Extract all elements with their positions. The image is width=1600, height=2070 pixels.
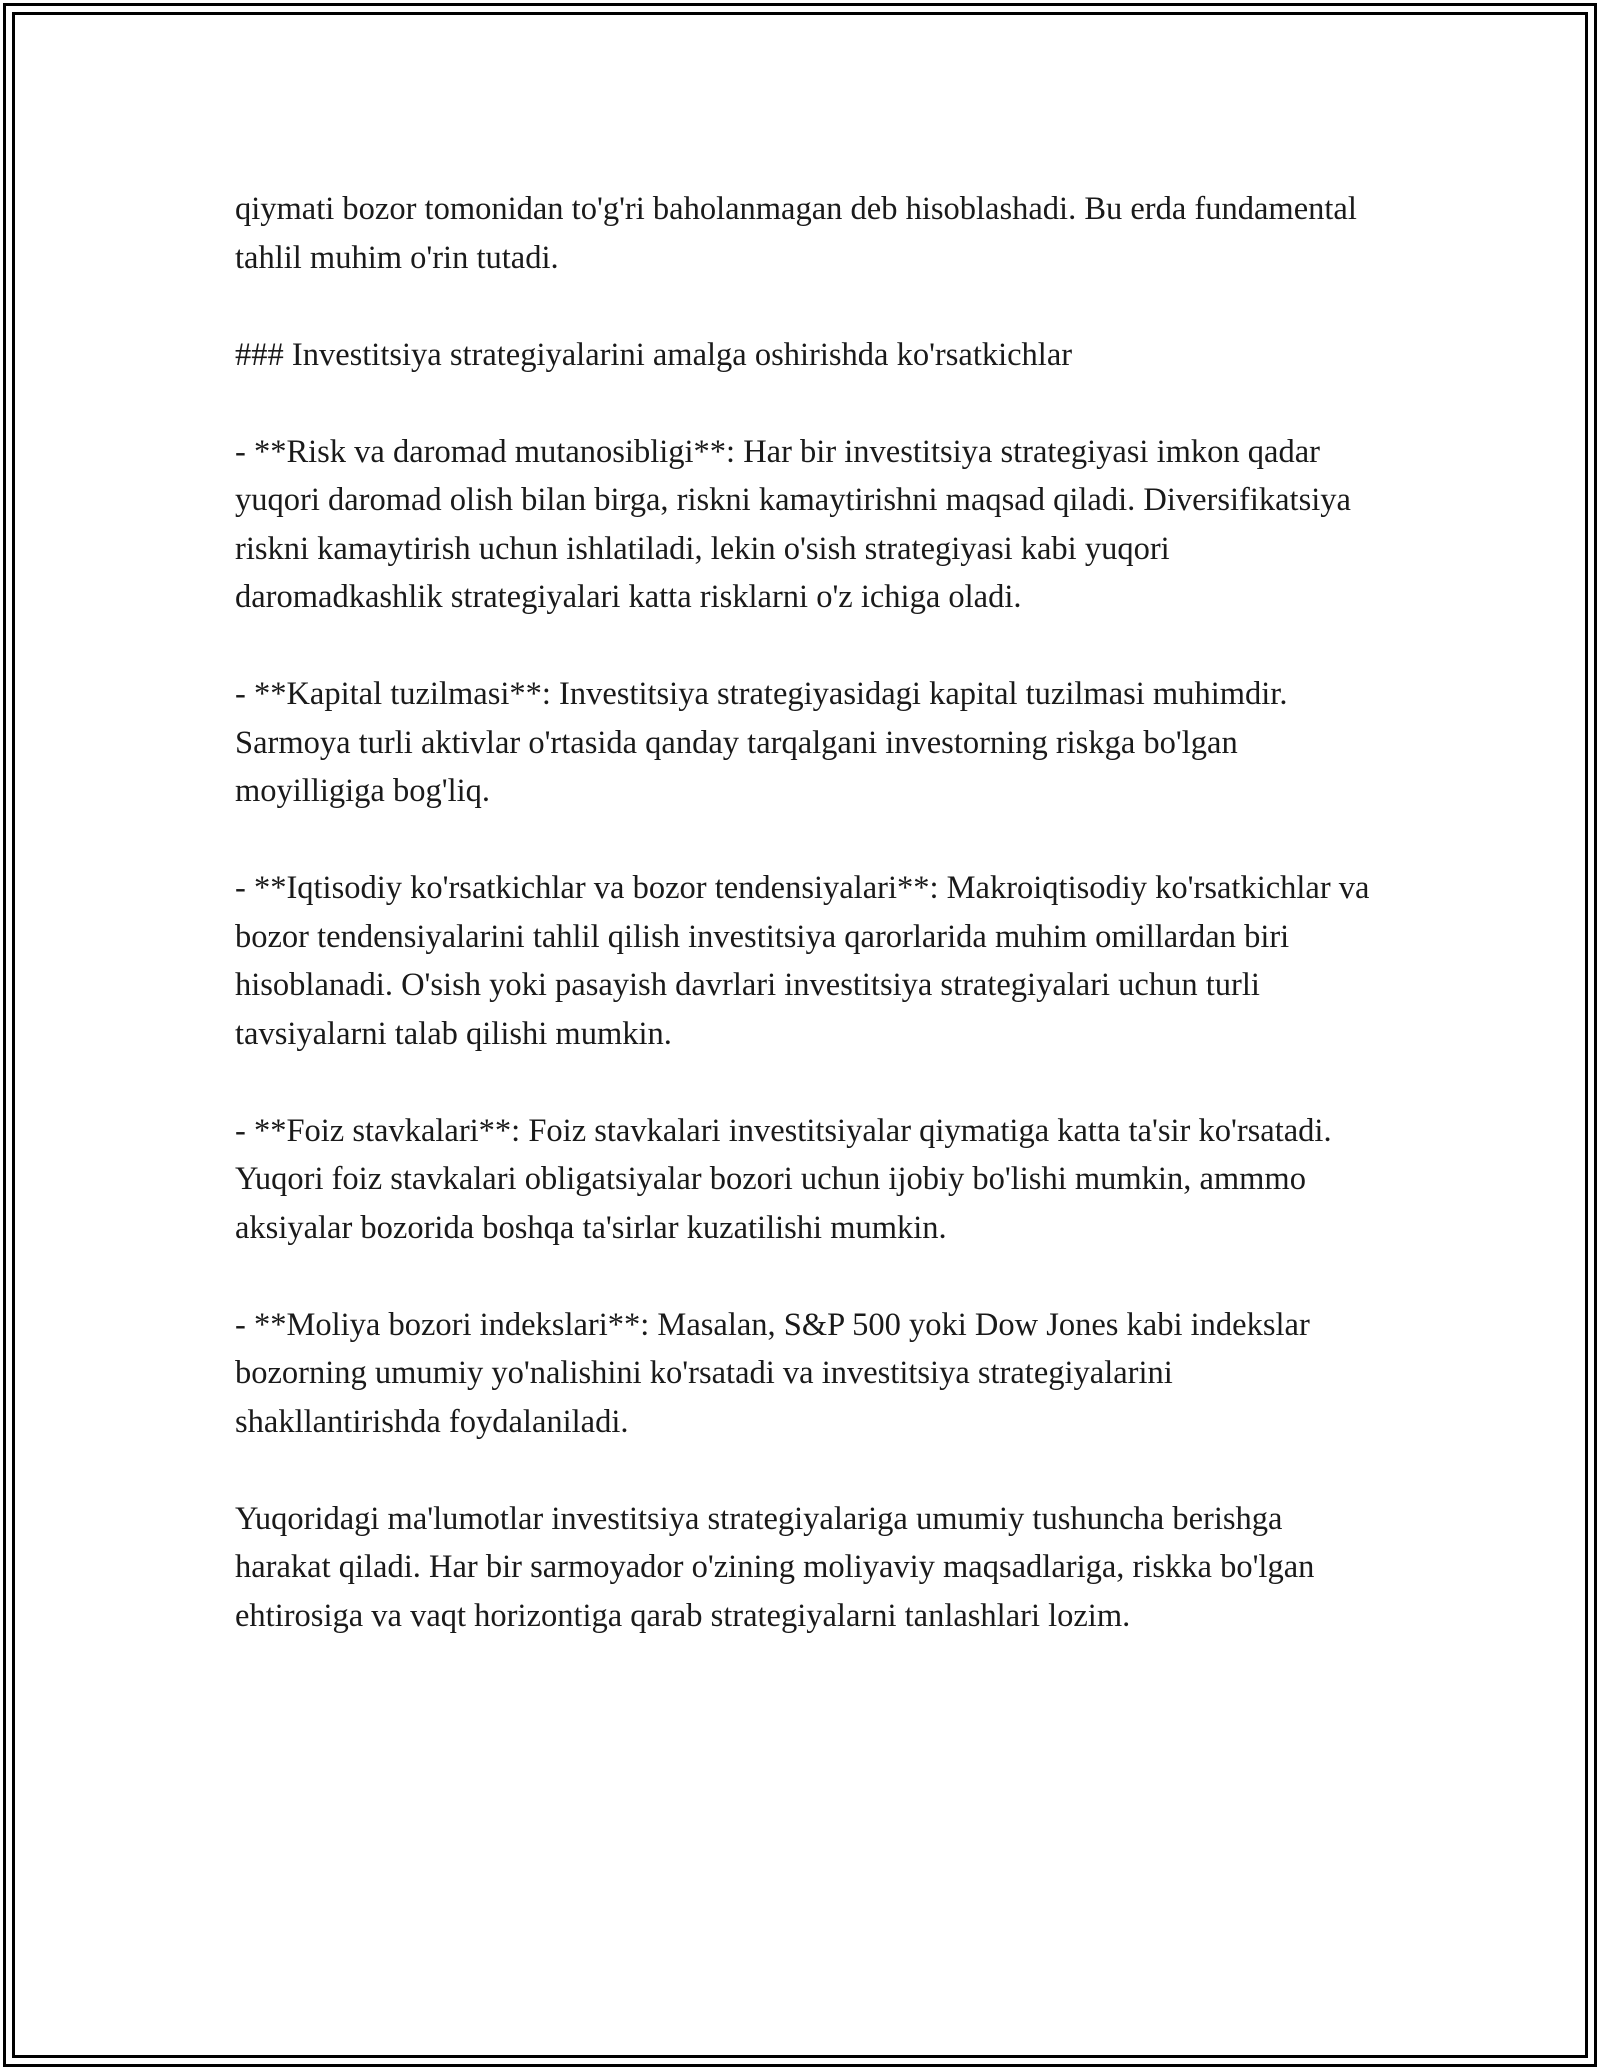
list-item-risk: - **Risk va daromad mutanosibligi**: Har bir investitsiya strategiyasi imkon qadar yuqori daromad olish bilan birga, riskni kamaytirishni maqsad qiladi. Diversifikatsiya riskni kamaytirish uchun ishlatiladi, lekin o'sish strategiyasi kabi yuqori daromadkashlik strategiyalari katta risklarni o'z ichiga oladi.: [235, 433, 1351, 615]
section-heading: ### Investitsiya strategiyalarini amalga oshirishda ko'rsatkichlar: [235, 336, 1073, 373]
list-item-economic-indicators: - **Iqtisodiy ko'rsatkichlar va bozor tendensiyalari**: Makroiqtisodiy ko'rsatkichlar va bozor tendensiyalarini tahlil qilish investitsiya qarorlarida muhim omillardan biri hisoblanadi. O'sish yoki pasayish davrlari investitsiya strategiyalari uchun turli tavsiyalarni talab qilishi mumkin.: [235, 870, 1370, 1052]
document-body: [235, 185, 1385, 1640]
list-item-capital-structure: - **Kapital tuzilmasi**: Investitsiya strategiyasidagi kapital tuzilmasi muhimdir. Sarmoya turli aktivlar o'rtasida qanday tarqalgani investorning riskga bo'lgan moyilligiga bog'liq.: [235, 676, 1288, 809]
paragraph-conclusion: Yuqoridagi ma'lumotlar investitsiya strategiyalariga umumiy tushuncha berishga harakat qiladi. Har bir sarmoyador o'zining moliyaviy maqsadlariga, riskka bo'lgan ehtirosiga va vaqt horizontiga qarab strategiyalarni tanlashlari lozim.: [235, 1500, 1315, 1634]
list-item-market-indices: - **Moliya bozori indekslari**: Masalan, S&P 500 yoki Dow Jones kabi indekslar bozorning umumiy yo'nalishini ko'rsatadi va investitsiya strategiyalarini shakllantirishda foydalaniladi.: [235, 1306, 1310, 1440]
list-item-interest-rates: - **Foiz stavkalari**: Foiz stavkalari investitsiyalar qiymatiga katta ta'sir ko'rsatadi. Yuqori foiz stavkalari obligatsiyalar bozori uchun ijobiy bo'lishi mumkin, ammmo aksiyalar bozorida boshqa ta'sirlar kuzatilishi mumkin.: [235, 1112, 1332, 1246]
paragraph-intro-continuation: qiymati bozor tomonidan to'g'ri baholanmagan deb hisoblashadi. Bu erda fundamental tahlil muhim o'rin tutadi.: [235, 191, 1357, 276]
